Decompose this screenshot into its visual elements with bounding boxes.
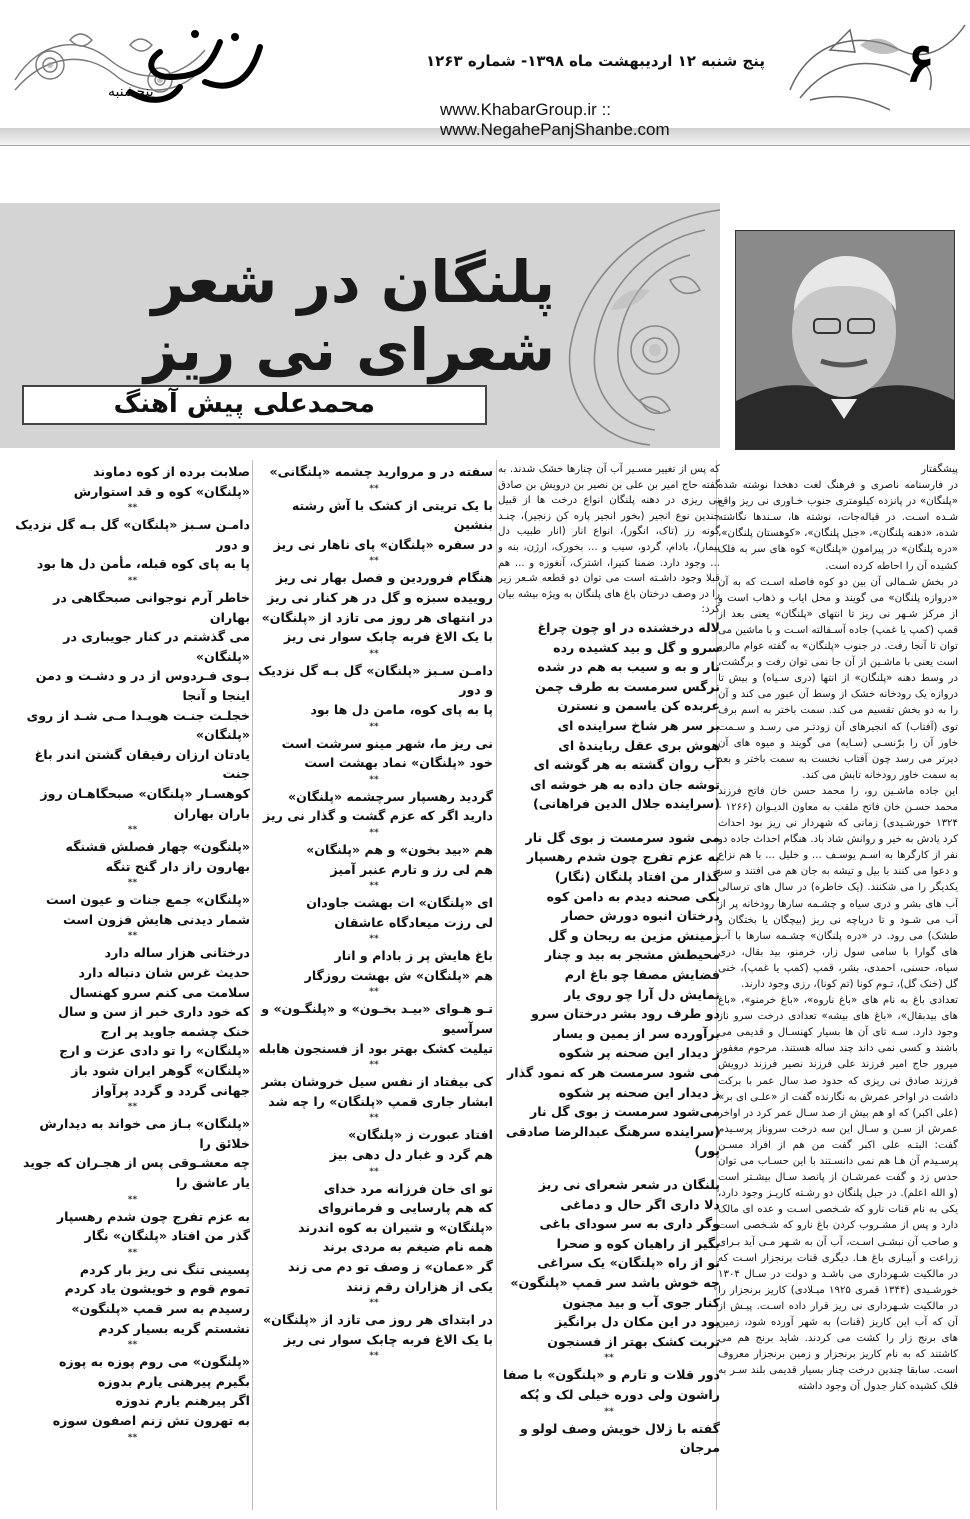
verse-stanza	[255, 734, 493, 773]
verse-line: بگیرم پیرهنی یارم بدوزه	[97, 1373, 250, 1389]
verse-line: لاله درخشنده در او چون چراغ	[537, 619, 720, 635]
verse-stanza	[255, 462, 493, 482]
verse-block-3	[498, 1175, 720, 1351]
prose-paragraph: این جاده ماشـین رو، را محمد حسن خان فاتح فرزند محمد حسـن خان فاتح ملقب به معاون الدیـوان (۱۲۶۶ - ۱۳۲۴ خورشـیدی) زمانی که شهردار نی ریز بود احداث کرد یادش به خیر و روانش شاد باد. هنگام احداث جاده دو نفر از کارگرها به اسـم یوسـف ... و خلیل ... با هم نزاع و دعوا می کنند با بیل و تیشه به جان هم می افتند و سر یکدیگر را می شکنند. (یک خاطره) در سال های ترسالی آب های بشر و دری سیاه و چشـمه سارها رودخانه پر از آب می شـود و تا دریاچه نی ریز (بیچگان یا بختگان و طشک) می رود. در «دره پلنگان» چشـمه سارها با آب های گوارا با سامی سول زار، خرمنو، بید بقال، دری سیاه، حسنی، احمدی، بشر، قمپ (کمپ یا غمپ)، خنی گل (خنک گل)، تـوم کونا (تم کونا)، رزی وجود دارند.	[718, 785, 958, 990]
verse-line: اگر پیرهنم یارم ندوزه	[115, 1393, 250, 1409]
verse-stanza	[15, 890, 250, 929]
verse-line: در ابتدای هر روز می تازد از «پلنگان»	[263, 1312, 493, 1328]
verse-line: یکی از هزاران رقم زنند	[346, 1278, 493, 1294]
verse-line: چه خوش باشد سر قمپ «پلنگون»	[510, 1274, 720, 1290]
verse-line: کنار جوی آب و بید مجنون	[562, 1294, 720, 1310]
verse-line: (سراینده سرهنگ عبدالرضا صادقی پور)	[505, 1123, 720, 1159]
verse-line: بود در این مکان دل برانگیز	[555, 1314, 720, 1330]
stanza-separator: **	[369, 556, 379, 567]
verse-line: یادتان ارزان رفیقان گشتن اندر باغ جنت	[34, 746, 250, 782]
stanza-separator: **	[127, 825, 138, 836]
verse-stanza	[15, 1207, 250, 1246]
verse-line: نرگس سرمست به طرف چمن	[535, 678, 720, 694]
stanza-separator: **	[127, 503, 138, 514]
stanza-separator: **	[369, 648, 379, 659]
verse-line: بـوی فـردوس از در و دشـت و دمن اینجا و آنجا	[35, 668, 250, 703]
verse-line: دامـن سـبز «پلنگان» گل بـه گل نزدیک و دور	[15, 517, 250, 552]
verse-stanza	[15, 462, 250, 501]
verse-line: با یک الاغ فربه چابک سوار نی ریز	[283, 629, 493, 645]
verse-line: جهانی گردد و گردد پرآواز	[92, 1082, 250, 1098]
prose-paragraph: در بخش شـمالی آن بین دو کوه فاصله اسـت که به آن «دروازه پلنگان» می گویند و محل ایاب و ذهاب است و از مرکز شـهر نی ریز تا انتهای «پلنگان» یعنی بعد از قمپ (کمپ یا غمپ) جاده آسـفالته اسـت و با ماشین می توان تا آنجا رفت. در جنوب «پلنگان» به گفته عوام مالرو است یعنی با ماشـین از آن جا نمی توان رفت و برگشت، در وسط دهنه «پلنگان» از انتها (دری سـیاه) و بیش تا دروازه یک رودخانه خشک از وسط آن عبور می کند و آن را به دو بخش تقسیم می کند. سمت باختر به اسم برف توی (آفتاب) که انجیرهای آن زودتـر می رسـد و سـمت خاور آن را برّنسـی (سـایه) می گویند و میوه های آن دیرتر می رسد چون آفتاب نخست به سمت باختر و بعد به سمت خاور رودخانه تابش می کند.	[718, 576, 958, 781]
verse-line: بهارون راز دار گنج تنگه	[105, 858, 250, 874]
verse-line: هوش بری عقل ربایندۀ ای	[558, 737, 720, 753]
verse-line: دو طرف رود بشر درختان سرو	[531, 1006, 720, 1022]
verse-line: درختان انبوه دورش حصار	[561, 908, 720, 924]
verse-line: دلا داری اگر حال و دماغی	[560, 1196, 720, 1212]
stanza-separator: **	[369, 1351, 379, 1362]
verse-line: برآورده سر از یمین و یسار	[553, 1025, 720, 1041]
verse-line: هم گرد و غبار دل دهی بیز	[329, 1147, 493, 1163]
verse-block-4	[498, 1365, 720, 1404]
stanza-separator: **	[127, 1340, 138, 1351]
verse-stanza	[15, 588, 250, 823]
author-name: محمدعلی پیش آهنگ	[22, 385, 487, 425]
verse-line: تـو هـوای «بیـد بخـون» و «پلنگـون» و سرآسیو	[261, 1001, 493, 1037]
stanza-separator: **	[127, 1247, 138, 1258]
prose-paragraph: که پس از تغییر مسـیر آب آن چنارها خشک شدند. به گفته حاج امیر بن علی بن نصیر بن درویش بن صادق نی ریزی در دهنه پلنگان انواع درخت ها از قبیل چندین نوع انجیر (بخور انجیر پاره کن زنجیر)، چنـد گونه رز (تاک، انگور)، انواع انار (انار طبیب دل بیمار)، بادام، گردو، سیب و ... بخورک، ارژن، بنه و ... وجود دارد. ضمنا کتیرا، اشترک، آنغوزه و ... هم قبلا وجود داشـته است می توان دو قطعه شـعر زیر را در وصف درختان باغ های پلنگان به ویژه بیشه بیان کرد:	[498, 464, 720, 616]
verse-stanza	[255, 1179, 493, 1297]
verse-line: دور قلات و تارم و «پلنگون» با صفا	[503, 1367, 720, 1383]
verse-line: که هم پارسایی و فرمانروای	[317, 1200, 493, 1216]
verse-stanza	[255, 661, 493, 720]
verse-line: بگیر از راهیان کوه و صحرا	[556, 1235, 720, 1251]
verse-stanza	[255, 496, 493, 555]
verse-line: (سراینده جلال الدین فراهانی)	[532, 796, 720, 812]
stanza-separator: **	[369, 1113, 379, 1124]
verse-line: سفته در و مروارید چشمه «پلنگانی»	[269, 464, 493, 479]
stanza-separator: **	[369, 827, 379, 838]
stanza-separator: **	[127, 1102, 138, 1113]
verse-line: گفته با زلال خویش وصف لولو و مرجان	[519, 1420, 720, 1456]
article-title: پلنگان در شعر شعرای نی ریز	[144, 248, 555, 384]
verse-line: تموم قوم و خویشون یاد کردم	[64, 1281, 250, 1297]
verse-line: پا به پای کوه، مامن دل ها بود	[310, 701, 493, 717]
prose-heading: پیشگفتار	[921, 464, 958, 475]
stanza-separator: **	[369, 483, 379, 494]
verse-line: نشستم گریه بسیار کردم	[98, 1320, 250, 1336]
column-divider	[252, 460, 253, 1510]
verse-line: گردید رهسپار سرچشمه «پلنگان»	[288, 788, 493, 804]
verse-line: گذر من افتاد «پلنگان» نگار	[84, 1228, 250, 1244]
verse-line: سلامت می کنم سرو کهنسال	[69, 984, 250, 1000]
verse-stanza	[15, 1352, 250, 1430]
verse-line: باغ هایش پر ز بادام و انار	[334, 948, 493, 964]
verse-stanza	[255, 840, 493, 879]
verse-line: پا به پای کوه قبله، مأمن دل ها بود	[36, 556, 250, 572]
stanza-separator: **	[369, 1298, 379, 1309]
verse-stanza	[255, 787, 493, 826]
stanza-separator: **	[127, 931, 138, 942]
verse-line: خود «پلنگان» نماد بهشت است	[304, 755, 493, 771]
verse-line: می شود سرمست هر که نمود گذار	[507, 1065, 720, 1080]
stanza-separator: **	[369, 774, 379, 785]
verse-line: افتاد عبورت ز «پلنگان»	[348, 1127, 493, 1143]
verse-stanza	[255, 999, 493, 1058]
verse-block-1	[498, 618, 720, 814]
stanza-separator: **	[127, 1194, 138, 1205]
verse-stanza	[255, 946, 493, 985]
stanza-separator: **	[369, 721, 379, 732]
verse-line: آب روان گشته به هر گوشه ای	[533, 757, 720, 773]
verse-line: شمار دیدنی هایش فزون است	[63, 911, 250, 927]
verse-line: تربت کشک بهتر از فسنجون	[547, 1333, 720, 1349]
verse-line: صلابت برده از کوه دماوند	[93, 464, 250, 479]
verse-line: می شود سرمست ز بوی گل نار	[525, 829, 720, 845]
verse-line: خنک چشمه جاوید پر ارج	[100, 1023, 250, 1039]
verse-line: خاطر آرم نوجوانی صبحگاهی در بهاران	[53, 589, 250, 625]
prose-paragraph: در فارسنامه ناصری و فرهنگ لغت دهخدا نوشته شده «پلنگان» در پانزده کیلومتری جنوب خـاوری نی ریز واقع شـده اسـت. در قباله‌جات، نوشته ها، سـندها نگاشته شده، «دهنه پلنگان»، «جبل پلنگان»، «کوهستان پلنگان»، «دره پلنگان» در پیرامون «پلنگان» کوه های سر به فلک کشیده آن را احاطه کرده است.	[718, 480, 958, 572]
stanza-separator: **	[369, 1060, 379, 1071]
verse-line: دامـن سـبز «پلنگان» گل بـه گل نزدیک و دور	[258, 662, 493, 698]
verse-line: «پلنگان» و شیران به کوه اندرند	[298, 1219, 493, 1235]
verse-stanza	[15, 515, 250, 574]
verse-line: رسیدم به سر قمپ «پلنگون»	[71, 1300, 250, 1316]
verse-line: کی بیفتاد از نفس سیل خروشان بشر	[261, 1074, 493, 1090]
verse-stanza	[15, 1260, 250, 1338]
verse-stanza	[15, 943, 250, 1100]
author-portrait	[735, 230, 955, 450]
verse-line: پسینی تنگ نی ریز بار کردم	[79, 1261, 250, 1277]
verse-line: زمینش مزین به ریحان و گل	[547, 927, 720, 943]
column-3-verses	[255, 462, 493, 1510]
verse-line: نار و به و سیب به هم در شده	[537, 659, 720, 675]
verse-stanza	[255, 1072, 493, 1111]
verse-line: هم «بید بخون» و هم «پلنگان»	[306, 841, 493, 857]
column-1-prose	[718, 462, 958, 1510]
verse-line: توشه جان داده به هر خوشه ای	[530, 776, 720, 792]
verse-line: گذار من افتاد پلنگان (نگار)	[554, 869, 720, 885]
verse-line: «پلنگان» را تو دادی عزت و ارج	[59, 1043, 250, 1059]
verse-line: حدیث غرس شان دنباله دارد	[78, 965, 250, 981]
verse-line: «پلنگون» می روم پوزه به پوزه	[58, 1354, 250, 1370]
column-4-verses	[15, 462, 250, 1510]
verse-line: ز دیدار این صحنه پر شکوه	[558, 1084, 720, 1100]
stanza-separator: **	[127, 878, 138, 889]
issue-date-line: پنج شنبه ۱۲ اردیبهشت ماه ۱۳۹۸- شماره ۱۲۶۳	[426, 52, 765, 70]
verse-line: با یک تریتی از کشک با آش رشته بنشین	[291, 497, 493, 533]
verse-line: خجلـت جنـت هویـدا مـی شـد از روی «پلنگان»	[26, 707, 250, 743]
verse-line: وگر داری به سر سودای باغی	[539, 1216, 720, 1232]
stanza-separator: **	[369, 1166, 379, 1177]
verse-line: «پلنگون» چهار فصلش قشنگه	[65, 839, 250, 855]
verse-stanza	[255, 568, 493, 646]
verse-line: که خود داری خبر از سن و سال	[58, 1004, 250, 1020]
page-number: ۶	[905, 30, 935, 94]
verse-line: «پلنگان» جمع جنات و عیون است	[46, 892, 250, 908]
verse-line: هنگام فروردین و فصل بهار نی ریز	[275, 570, 493, 586]
stanza-separator: **	[604, 1406, 614, 1417]
stanza-separator: **	[127, 1432, 138, 1443]
verse-line: فضایش مصفا چو باغ ارم	[564, 967, 720, 983]
verse-line: به تهرون تش زنم اصفون سوزه	[52, 1412, 250, 1428]
verse-line: تیلیت کشک بهتر بود از فسنجون هابله	[258, 1040, 493, 1056]
verse-line: «پلنگان» کوه و قد استوارش	[73, 483, 250, 499]
verse-line: هم لی رز و تارم عنبر آمیز	[330, 861, 493, 877]
verse-line: راشون ولی دوره خیلی لک و پُکه	[519, 1386, 720, 1402]
verse-stanza	[255, 1125, 493, 1164]
verse-line: تو از راه «پلنگان» یک سراغی	[537, 1255, 720, 1271]
logo-subtitle: پنجشنبه	[108, 84, 154, 100]
verse-line: عربده کن یاسمن و نسترن	[557, 698, 720, 714]
verse-block-2	[498, 828, 720, 1161]
verse-line: کوهسـار «پلنگان» صبحگاهـان روز باران بهاران	[40, 785, 250, 821]
verse-line: همه نام ضیغم به مردی برند	[322, 1239, 493, 1255]
verse-line: در سفره «پلنگان» پای ناهار نی ریز	[273, 536, 493, 552]
newspaper-logo-icon	[110, 22, 280, 122]
verse-line: به عزم تفرج چون شدم رهسپار	[526, 849, 720, 865]
column-2	[498, 462, 720, 1510]
verse-line: ز دیدار این صحنه پر شکوه	[558, 1045, 720, 1061]
verse-line: نمایش دل آرا چو روی یار	[564, 986, 720, 1002]
stanza-separator: **	[369, 987, 379, 998]
verse-line: «پلنگان» گوهر ایران شود باز	[71, 1063, 250, 1079]
page-header	[0, 0, 970, 150]
verse-line: درختانی هزار ساله دارد	[104, 945, 250, 961]
verse-stanza	[15, 837, 250, 876]
verse-stanza	[255, 1310, 493, 1349]
verse-line: «پلنگان» بـاز می خواند به دیدارش خلائق را	[39, 1116, 250, 1151]
prose-paragraph: تعدادی باغ به نام های «باغ ناروه»، «باغ خرمنو»، «باغ های بیدبقال»، «باغ های بیشه» تعدادی درخت سرو ناز وجود دارد. سـه تای آن ها بسیار کهنسـال و قدیمی می باشند و کسی نمی داند چند ساله هستند. مرحوم مغفور میرور حاج امیر فرزند علی فرزند نصیر فرزند درویش فرزند صادق نی ریزی که حدود صد سال عمر با برکت داشت در اواخر عمرش به نگارنده گفت از «علـی ای بر» (علی اکبر) که او هم بیش از صد سـال عمر کرد در اواخر عمرش از سـن و سـال این سه درخت سروناز پرسـیدم گفت: البتـه علی اکبر گفت من هم از افراد مسـن پرسـیدم آن هـا هم نمی دانسـتند با این حسـاب می توان حدس زد و گفت عمرشـان از پانصد سـال بیشـتر است (و الله اعلم). در جبل پلنگان دو رشـته کاریـز وجود دارد، یکی به نام قنات نارو که شـخصی اسـت و عده ای مالک دارد و پس از مشـروب کردن باغ نارو که شـخصی است و صاحب آن نبشـی اسـت، آب آن به شـهر مـی آید بـرای زراعت و آبیـاری باغ هـا. دیگری قنات برنجزار اسـت که در مالکیت شـهرداری می باشـد و دولت در سـال ۱۳۰۴ خورشـیدی (۱۳۴۴ قمری ۱۹۲۵ میـلادی) کاریز برنجزار را در مالکیت شـهرداری نی ریز قرار داده اسـت. پیـش از آن که آب این کاریز (قنات) به شهر آورده شود، زمین های برنج زار را کشت می کردند. شاید برنج هم می کاشتند که به نام کاریز برنجزار و زمین برنجزار معروف است. سابقا چندین درخت چنار بسیار قدیمی بلند سـر به فلک کشیده کنار جدول آن وجود داشته	[718, 995, 958, 1393]
stanza-separator: **	[369, 881, 379, 892]
verse-line: لی رزت میعادگاه عاشقان	[334, 914, 493, 930]
verse-line: می‌شود سرمست ز بوی گل نار	[529, 1104, 720, 1120]
stanza-separator: **	[369, 934, 379, 945]
verse-stanza	[255, 893, 493, 932]
verse-line: می گذشتم در کنار جویباری در «پلنگان»	[63, 629, 250, 664]
verse-line: ای «پلنگان» ات بهشت جاودان	[306, 895, 493, 911]
verse-stanza	[15, 1114, 250, 1192]
verse-line: تو ای خان فرزانه مرد خدای	[323, 1180, 493, 1196]
verse-line: پلنگان در شعر شعرای نی ریز	[538, 1176, 720, 1192]
verse-line: دارید اگر که عزم گشت و گذار نی ریز	[263, 808, 493, 824]
verse-line: بر سر هر شاخ سراینده ای	[557, 717, 720, 733]
verse-line: هم «پلنگان» ش بهشت روزگار	[304, 967, 493, 983]
verse-line: گر «عمان» ز وصف تو دم می زند	[288, 1259, 493, 1274]
stanza-separator: **	[127, 575, 138, 586]
verse-line: نی ریز ما، شهر مینو سرشت است	[281, 735, 493, 751]
verse-line: ابشار جاری قمپ «پلنگان» را چه شد	[268, 1093, 493, 1109]
verse-line: یکی صحنه دیدم به دامن کوه	[546, 888, 720, 904]
verse-line: سرو و گل و بید کشیده رده	[553, 639, 720, 655]
verse-line: به عزم تفرج چون شدم رهسپار	[56, 1208, 250, 1224]
verse-block-5	[498, 1419, 720, 1458]
website-urls[interactable]: www.KhabarGroup.ir :: www.NegahePanjShanbe.com	[440, 100, 670, 139]
column-divider	[496, 460, 497, 1510]
verse-line: با یک الاغ فربه چابک سوار نی ریز	[283, 1331, 493, 1347]
verse-line: روییده سبزه و گل در هر کنار نی ریز	[267, 589, 493, 605]
verse-line: در انتهای هر روز می تازد از «پلنگان»	[261, 609, 493, 625]
stanza-separator: **	[604, 1353, 614, 1364]
verse-line: چه معشـوقی پس از هجـران که جوید یار عاشق را	[23, 1155, 250, 1190]
portrait-photo-icon	[736, 231, 955, 450]
verse-line: محیطش مشجر به بید و چنار	[544, 947, 720, 963]
